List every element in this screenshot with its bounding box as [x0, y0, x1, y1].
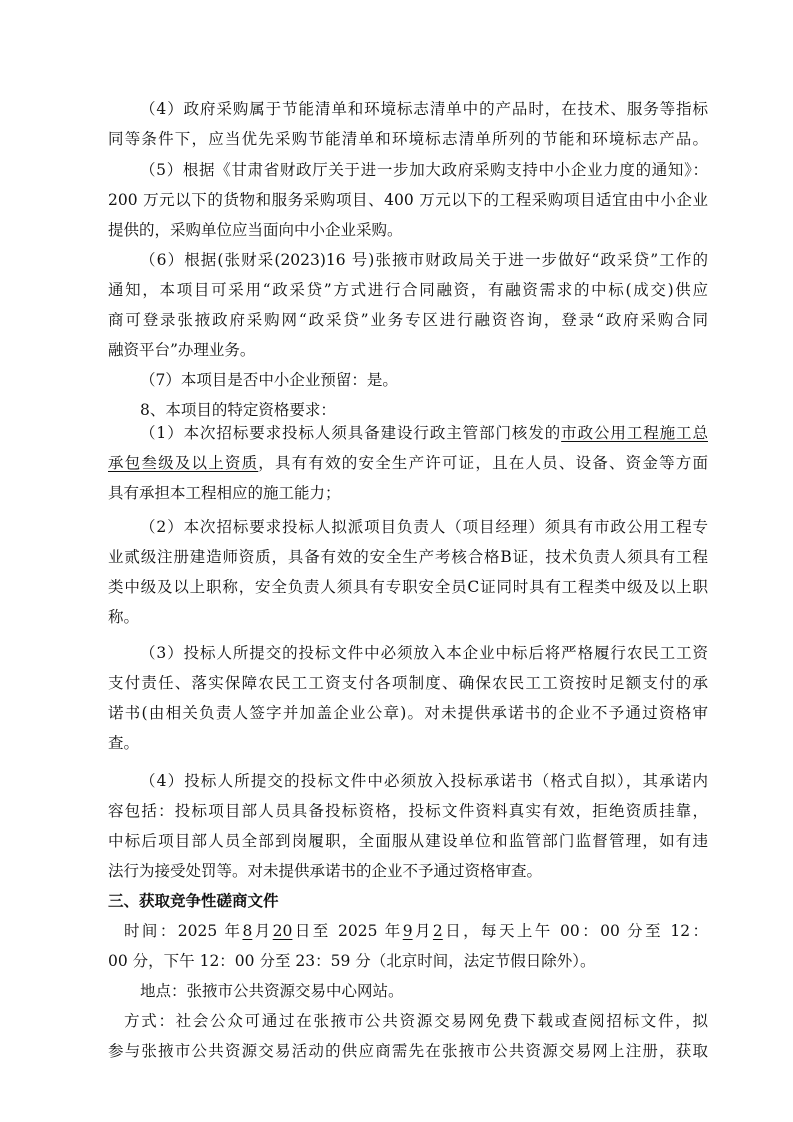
- requirement-1-line-1: （1）本次招标要求投标人须具备建设行政主管部门核发的市政公用工程施工总: [140, 424, 708, 442]
- paragraph-line: 200 万元以下的货物和服务采购项目、400 万元以下的工程采购项目适宜由中小企业: [108, 191, 708, 209]
- paragraph-line: 商可登录张掖政府采购网“政采贷”业务专区进行融资咨询，登录“政府采购合同: [108, 311, 708, 329]
- paragraph-line: （6）根据(张财采(2023)16 号)张掖市财政局关于进一步做好“政采贷”工作的: [140, 251, 708, 269]
- paragraph-line: （7）本项目是否中小企业预留：是。: [140, 371, 398, 389]
- qualification-underlined: 承包叁级及以上资质: [108, 454, 259, 472]
- paragraph-line: 称。: [108, 608, 140, 626]
- qualification-underlined: 市政公用工程施工总: [561, 424, 708, 442]
- paragraph-line: （4）政府采购属于节能清单和环境标志清单中的产品时，在技术、服务等指标: [140, 100, 708, 118]
- paragraph-line: 提供的，采购单位应当面向中小企业采购。: [108, 221, 403, 239]
- paragraph-line: 法行为接受处罚等。对未提供承诺书的企业不予通过资格审查。: [108, 862, 543, 880]
- requirement-1-line-3: 具有承担本工程相应的施工能力；: [108, 484, 341, 502]
- paragraph-line: 类中级及以上职称，安全负责人须具有专职安全员C证同时具有工程类中级及以上职: [108, 578, 708, 596]
- paragraph-line: 查。: [108, 734, 140, 752]
- paragraph-line: 中标后项目部人员全部到岗履职，全面服从建设单位和监管部门监督管理，如有违: [108, 832, 708, 850]
- paragraph-line: 容包括：投标项目部人员具备投标资格，投标文件资料真实有效，拒绝资质挂靠，: [108, 802, 708, 820]
- location-line: 地点：张掖市公共资源交易中心网站。: [140, 982, 404, 1000]
- paragraph-line: 通知，本项目可采用“政采贷”方式进行合同融资，有融资需求的中标(成交)供应: [108, 281, 708, 299]
- requirement-1-line-2: 承包叁级及以上资质，具有有效的安全生产许可证，且在人员、设备、资金等方面: [108, 454, 708, 472]
- paragraph-line: 融资平台”办理业务。: [108, 341, 256, 359]
- paragraph-line: （5）根据《甘肃省财政厅关于进一步加大政府采购支持中小企业力度的通知》：: [140, 161, 708, 179]
- section-item-heading: 8、本项目的特定资格要求：: [140, 401, 336, 419]
- paragraph-line: （4）投标人所提交的投标文件中必须放入投标承诺书（格式自拟），其承诺内: [140, 772, 708, 790]
- time-line: 时间：2025 年8月20日至 2025 年9月2日，每天上午 00：00 分至 12：: [124, 922, 708, 940]
- paragraph-line: 业贰级注册建造师资质，具备有效的安全生产考核合格B证，技术负责人须具有工程: [108, 548, 708, 566]
- paragraph-line: 00 分，下午 12：00 分至 23：59 分（北京时间，法定节假日除外）。: [108, 952, 596, 970]
- paragraph-line: 同等条件下，应当优先采购节能清单和环境标志清单所列的节能和环境标志产品。: [108, 130, 708, 148]
- paragraph-line: 支付责任、落实保障农民工工资支付各项制度、确保农民工工资按时足额支付的承: [108, 674, 708, 692]
- paragraph-line: （2）本次招标要求投标人拟派项目负责人（项目经理）须具有市政公用工程专: [140, 518, 708, 536]
- section-heading: 三、获取竞争性磋商文件: [108, 892, 279, 910]
- paragraph-line: （3）投标人所提交的投标文件中必须放入本企业中标后将严格履行农民工工资: [140, 644, 708, 662]
- paragraph-line: 诺书(由相关负责人签字并加盖企业公章)。对未提供承诺书的企业不予通过资格审: [108, 704, 708, 722]
- method-line: 方式：社会公众可通过在张掖市公共资源交易网免费下载或查阅招标文件，拟: [124, 1012, 708, 1030]
- paragraph-line: 参与张掖市公共资源交易活动的供应商需先在张掖市公共资源交易网上注册，获取: [108, 1042, 708, 1060]
